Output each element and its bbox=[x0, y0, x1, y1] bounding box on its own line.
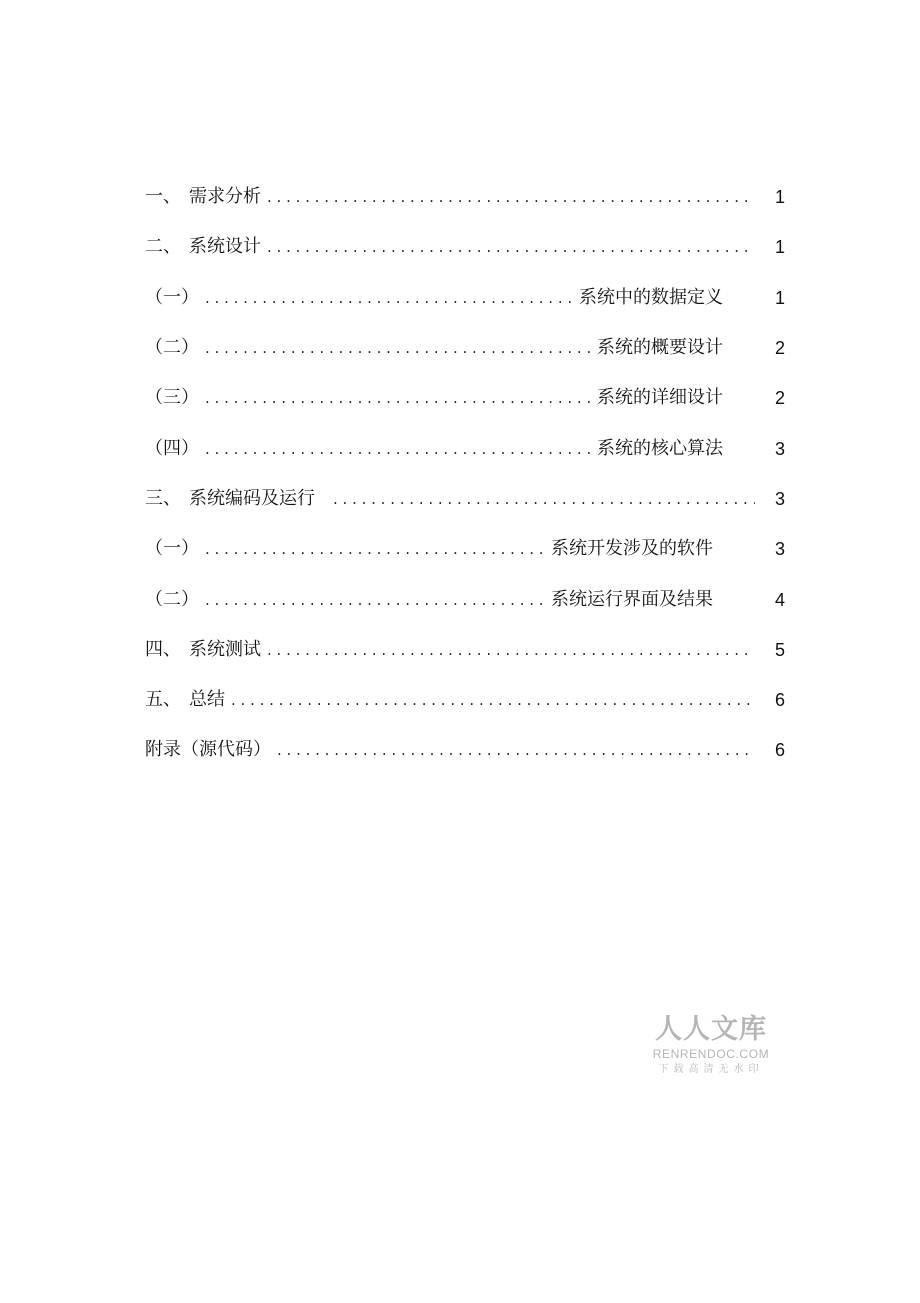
toc-entry-page: 1 bbox=[774, 287, 785, 308]
dot-leader bbox=[333, 484, 755, 514]
toc-entry-title: 系统设计 bbox=[189, 236, 261, 258]
toc-entry-number: （二） bbox=[145, 588, 199, 610]
toc-entry-number: 二、 bbox=[145, 236, 181, 258]
toc-subentry[interactable] bbox=[145, 524, 785, 574]
toc-subentry[interactable] bbox=[145, 423, 785, 473]
toc-entry[interactable] bbox=[145, 222, 785, 272]
toc-entry-title: 总结 bbox=[189, 689, 225, 711]
toc-subentry[interactable] bbox=[145, 574, 785, 624]
toc-entry-number: （三） bbox=[145, 387, 199, 409]
toc-entry[interactable] bbox=[145, 625, 785, 675]
watermark-name: 人人文库 bbox=[655, 1014, 767, 1045]
toc-entry-number: （一） bbox=[145, 538, 199, 560]
toc-entry-number: 一、 bbox=[145, 186, 181, 208]
toc-entry-page: 3 bbox=[774, 438, 785, 459]
toc-entry-title: 系统测试 bbox=[189, 638, 261, 660]
toc-entry-number: （二） bbox=[145, 337, 199, 359]
dot-leader bbox=[267, 232, 755, 262]
dot-leader bbox=[205, 534, 545, 564]
toc-subentry[interactable] bbox=[145, 273, 785, 323]
toc-entry-title: 系统开发涉及的软件 bbox=[551, 538, 713, 560]
toc-entry-page: 1 bbox=[774, 187, 785, 208]
dot-leader bbox=[277, 735, 755, 765]
toc-entry-page: 4 bbox=[774, 589, 785, 610]
toc-entry[interactable] bbox=[145, 675, 785, 725]
watermark-domain: RENRENDOC.COM bbox=[652, 1047, 770, 1061]
toc-entry[interactable] bbox=[145, 172, 785, 222]
watermark-tagline: 下载高清无水印 bbox=[658, 1064, 764, 1075]
toc-entry-number: 五、 bbox=[145, 689, 181, 711]
toc-entry-title: 系统的详细设计 bbox=[597, 387, 723, 409]
toc-entry-page: 3 bbox=[774, 539, 785, 560]
dot-leader bbox=[205, 585, 545, 615]
toc-subentry[interactable] bbox=[145, 373, 785, 423]
toc-entry-page: 2 bbox=[774, 338, 785, 359]
dot-leader bbox=[205, 434, 591, 464]
toc-entry-page: 6 bbox=[774, 690, 785, 711]
toc-entry[interactable] bbox=[145, 725, 785, 775]
toc-subentry[interactable] bbox=[145, 323, 785, 373]
toc-entry-number: 三、 bbox=[145, 487, 181, 509]
dot-leader bbox=[231, 685, 755, 715]
watermark-logo bbox=[647, 1014, 775, 1078]
toc-entry-page: 5 bbox=[774, 639, 785, 660]
toc-entry-number: （四） bbox=[145, 437, 199, 459]
toc-entry-title: 系统运行界面及结果 bbox=[551, 588, 713, 610]
table-of-contents bbox=[145, 172, 785, 776]
toc-entry-title: 系统的核心算法 bbox=[597, 437, 723, 459]
toc-entry-title: 系统编码及运行 bbox=[189, 487, 315, 509]
toc-entry-number: （一） bbox=[145, 286, 199, 308]
dot-leader bbox=[267, 182, 755, 212]
toc-entry-title: 系统的概要设计 bbox=[597, 337, 723, 359]
toc-entry-number: 四、 bbox=[145, 638, 181, 660]
toc-entry-page: 6 bbox=[774, 740, 785, 761]
dot-leader bbox=[267, 635, 755, 665]
toc-entry-title: 需求分析 bbox=[189, 186, 261, 208]
toc-entry-page: 1 bbox=[774, 237, 785, 258]
toc-entry-title: 附录（源代码） bbox=[145, 739, 271, 761]
dot-leader bbox=[205, 383, 591, 413]
toc-entry[interactable] bbox=[145, 474, 785, 524]
toc-entry-page: 3 bbox=[774, 488, 785, 509]
dot-leader bbox=[205, 283, 573, 313]
toc-entry-title: 系统中的数据定义 bbox=[579, 286, 723, 308]
toc-entry-page: 2 bbox=[774, 388, 785, 409]
dot-leader bbox=[205, 333, 591, 363]
